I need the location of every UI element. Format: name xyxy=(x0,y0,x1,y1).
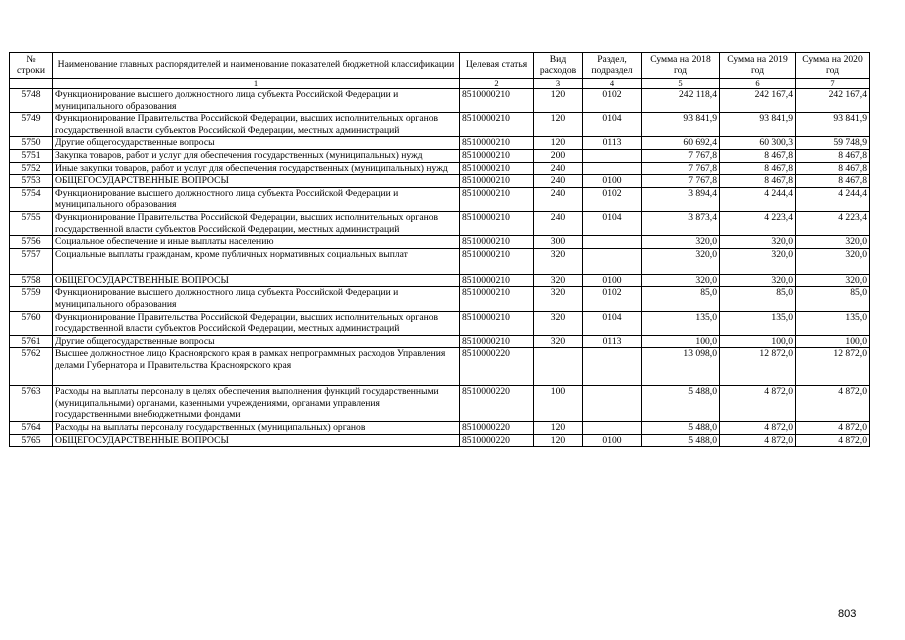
row-sum-2019: 4 872,0 xyxy=(720,422,796,435)
row-section xyxy=(583,162,642,175)
row-section: 0102 xyxy=(583,287,642,311)
row-sum-2019: 4 872,0 xyxy=(720,434,796,447)
row-sum-2020: 135,0 xyxy=(796,311,870,335)
row-sum-2018: 60 692,4 xyxy=(642,137,720,150)
row-expense-type: 300 xyxy=(534,236,583,249)
row-number: 5750 xyxy=(10,137,53,150)
row-target-article: 8510000220 xyxy=(460,422,534,435)
table-header xyxy=(10,53,870,89)
table-row xyxy=(10,137,870,150)
row-sum-2020: 320,0 xyxy=(796,236,870,249)
row-target-article: 8510000220 xyxy=(460,434,534,447)
row-name: Социальное обеспечение и иные выплаты населению xyxy=(53,236,460,249)
row-expense-type: 120 xyxy=(534,422,583,435)
row-sum-2020: 93 841,9 xyxy=(796,113,870,137)
row-number: 5761 xyxy=(10,335,53,348)
table-row xyxy=(10,175,870,188)
row-sum-2018: 320,0 xyxy=(642,236,720,249)
header-col-number: 1 xyxy=(53,79,460,89)
row-target-article: 8510000210 xyxy=(460,236,534,249)
row-expense-type: 240 xyxy=(534,175,583,188)
row-section xyxy=(583,149,642,162)
row-sum-2018: 320,0 xyxy=(642,248,720,274)
row-expense-type: 320 xyxy=(534,274,583,287)
row-number: 5762 xyxy=(10,348,53,386)
row-target-article: 8510000210 xyxy=(460,274,534,287)
row-sum-2020: 12 872,0 xyxy=(796,348,870,386)
row-number: 5755 xyxy=(10,211,53,235)
row-sum-2020: 59 748,9 xyxy=(796,137,870,150)
row-section xyxy=(583,236,642,249)
header-name: Наименование главных распорядителей и наименование показателей бюджетной классификации xyxy=(53,53,460,79)
row-section: 0100 xyxy=(583,274,642,287)
row-section xyxy=(583,348,642,386)
row-expense-type: 120 xyxy=(534,434,583,447)
row-sum-2018: 135,0 xyxy=(642,311,720,335)
row-sum-2020: 242 167,4 xyxy=(796,89,870,113)
row-number: 5759 xyxy=(10,287,53,311)
row-sum-2019: 12 872,0 xyxy=(720,348,796,386)
header-col-number: 2 xyxy=(460,79,534,89)
row-target-article: 8510000210 xyxy=(460,211,534,235)
row-sum-2019: 242 167,4 xyxy=(720,89,796,113)
row-section: 0100 xyxy=(583,434,642,447)
row-target-article: 8510000210 xyxy=(460,311,534,335)
row-number: 5760 xyxy=(10,311,53,335)
row-sum-2020: 4 872,0 xyxy=(796,422,870,435)
row-sum-2018: 7 767,8 xyxy=(642,162,720,175)
row-number: 5752 xyxy=(10,162,53,175)
budget-table xyxy=(9,52,870,447)
row-number: 5765 xyxy=(10,434,53,447)
header-sum-2019: Сумма на 2019 год xyxy=(720,53,796,79)
row-sum-2020: 4 872,0 xyxy=(796,434,870,447)
row-expense-type: 120 xyxy=(534,137,583,150)
row-sum-2019: 8 467,8 xyxy=(720,162,796,175)
row-name: Расходы на выплаты персоналу государственных (муниципальных) органов xyxy=(53,422,460,435)
header-expense-type: Вид расходов xyxy=(534,53,583,79)
row-sum-2018: 93 841,9 xyxy=(642,113,720,137)
row-expense-type: 240 xyxy=(534,211,583,235)
row-name: Другие общегосударственные вопросы xyxy=(53,335,460,348)
header-col-number: 3 xyxy=(534,79,583,89)
header-col-number: 7 xyxy=(796,79,870,89)
row-expense-type: 320 xyxy=(534,287,583,311)
table-row xyxy=(10,162,870,175)
row-sum-2018: 7 767,8 xyxy=(642,149,720,162)
table-body xyxy=(10,89,870,447)
row-name: ОБЩЕГОСУДАРСТВЕННЫЕ ВОПРОСЫ xyxy=(53,175,460,188)
header-col-number xyxy=(10,79,53,89)
row-expense-type xyxy=(534,348,583,386)
row-sum-2020: 4 244,4 xyxy=(796,187,870,211)
table-row xyxy=(10,149,870,162)
row-sum-2018: 5 488,0 xyxy=(642,422,720,435)
row-name: Другие общегосударственные вопросы xyxy=(53,137,460,150)
table-row xyxy=(10,89,870,113)
row-sum-2018: 7 767,8 xyxy=(642,175,720,188)
row-sum-2020: 8 467,8 xyxy=(796,149,870,162)
row-sum-2020: 8 467,8 xyxy=(796,162,870,175)
row-target-article: 8510000210 xyxy=(460,248,534,274)
row-number: 5754 xyxy=(10,187,53,211)
row-sum-2018: 3 873,4 xyxy=(642,211,720,235)
row-expense-type: 240 xyxy=(534,162,583,175)
row-number: 5763 xyxy=(10,386,53,422)
row-sum-2019: 8 467,8 xyxy=(720,149,796,162)
row-target-article: 8510000210 xyxy=(460,287,534,311)
row-target-article: 8510000220 xyxy=(460,348,534,386)
row-sum-2020: 4 223,4 xyxy=(796,211,870,235)
header-section: Раздел, подраздел xyxy=(583,53,642,79)
table-row xyxy=(10,434,870,447)
row-section: 0113 xyxy=(583,137,642,150)
row-target-article: 8510000220 xyxy=(460,386,534,422)
row-sum-2019: 320,0 xyxy=(720,274,796,287)
row-section: 0104 xyxy=(583,211,642,235)
row-sum-2020: 8 467,8 xyxy=(796,175,870,188)
row-sum-2019: 93 841,9 xyxy=(720,113,796,137)
row-section: 0100 xyxy=(583,175,642,188)
row-name: Функционирование высшего должностного лица субъекта Российской Федерации и муниципального образования xyxy=(53,187,460,211)
row-section xyxy=(583,248,642,274)
row-number: 5749 xyxy=(10,113,53,137)
row-number: 5753 xyxy=(10,175,53,188)
row-name: Функционирование Правительства Российской Федерации, высших исполнительных органов государственной власти субъектов Российской Федерации, местных администраций xyxy=(53,113,460,137)
table-row xyxy=(10,422,870,435)
table-row xyxy=(10,187,870,211)
table-row xyxy=(10,248,870,274)
row-expense-type: 120 xyxy=(534,89,583,113)
row-target-article: 8510000210 xyxy=(460,89,534,113)
row-section: 0104 xyxy=(583,113,642,137)
row-sum-2019: 4 223,4 xyxy=(720,211,796,235)
row-expense-type: 240 xyxy=(534,187,583,211)
table-row xyxy=(10,348,870,386)
row-expense-type: 320 xyxy=(534,335,583,348)
row-sum-2019: 60 300,3 xyxy=(720,137,796,150)
header-row-number: № строки xyxy=(10,53,53,79)
row-sum-2018: 5 488,0 xyxy=(642,386,720,422)
row-sum-2019: 100,0 xyxy=(720,335,796,348)
row-sum-2018: 85,0 xyxy=(642,287,720,311)
header-col-number: 6 xyxy=(720,79,796,89)
row-target-article: 8510000210 xyxy=(460,162,534,175)
row-target-article: 8510000210 xyxy=(460,335,534,348)
row-name: Закупка товаров, работ и услуг для обеспечения государственных (муниципальных) нужд xyxy=(53,149,460,162)
table-row xyxy=(10,386,870,422)
header-col-number: 4 xyxy=(583,79,642,89)
row-expense-type: 320 xyxy=(534,248,583,274)
row-section xyxy=(583,386,642,422)
row-expense-type: 120 xyxy=(534,113,583,137)
row-name: Иные закупки товаров, работ и услуг для обеспечения государственных (муниципальных) нужд xyxy=(53,162,460,175)
row-sum-2018: 3 894,4 xyxy=(642,187,720,211)
row-sum-2018: 13 098,0 xyxy=(642,348,720,386)
row-name: Функционирование высшего должностного лица субъекта Российской Федерации и муниципального образования xyxy=(53,89,460,113)
row-sum-2020: 85,0 xyxy=(796,287,870,311)
row-expense-type: 100 xyxy=(534,386,583,422)
header-col-number: 5 xyxy=(642,79,720,89)
row-name: Функционирование высшего должностного лица субъекта Российской Федерации и муниципального образования xyxy=(53,287,460,311)
header-sum-2018: Сумма на 2018 год xyxy=(642,53,720,79)
row-number: 5764 xyxy=(10,422,53,435)
row-sum-2020: 4 872,0 xyxy=(796,386,870,422)
table-row xyxy=(10,211,870,235)
row-name: Функционирование Правительства Российской Федерации, высших исполнительных органов государственной власти субъектов Российской Федерации, местных администраций xyxy=(53,311,460,335)
table-row xyxy=(10,274,870,287)
row-sum-2018: 320,0 xyxy=(642,274,720,287)
row-expense-type: 320 xyxy=(534,311,583,335)
table-row xyxy=(10,311,870,335)
header-sum-2020: Сумма на 2020 год xyxy=(796,53,870,79)
table-row xyxy=(10,113,870,137)
row-target-article: 8510000210 xyxy=(460,137,534,150)
row-sum-2019: 85,0 xyxy=(720,287,796,311)
row-number: 5756 xyxy=(10,236,53,249)
row-section: 0102 xyxy=(583,187,642,211)
row-sum-2019: 320,0 xyxy=(720,236,796,249)
row-sum-2020: 320,0 xyxy=(796,248,870,274)
row-target-article: 8510000210 xyxy=(460,187,534,211)
row-section xyxy=(583,422,642,435)
row-sum-2019: 4 872,0 xyxy=(720,386,796,422)
table-row xyxy=(10,236,870,249)
row-sum-2019: 4 244,4 xyxy=(720,187,796,211)
row-sum-2018: 242 118,4 xyxy=(642,89,720,113)
row-name: Высшее должностное лицо Красноярского края в рамках непрограммных расходов Управления делами Губернатора и Правительства Красноярского края xyxy=(53,348,460,386)
row-sum-2020: 320,0 xyxy=(796,274,870,287)
row-section: 0102 xyxy=(583,89,642,113)
row-name: Функционирование Правительства Российской Федерации, высших исполнительных органов государственной власти субъектов Российской Федерации, местных администраций xyxy=(53,211,460,235)
row-number: 5751 xyxy=(10,149,53,162)
page-number: 803 xyxy=(838,608,857,620)
row-number: 5748 xyxy=(10,89,53,113)
row-target-article: 8510000210 xyxy=(460,113,534,137)
row-sum-2019: 320,0 xyxy=(720,248,796,274)
row-number: 5758 xyxy=(10,274,53,287)
row-section: 0113 xyxy=(583,335,642,348)
table-row xyxy=(10,335,870,348)
row-name: Социальные выплаты гражданам, кроме публичных нормативных социальных выплат xyxy=(53,248,460,274)
row-sum-2020: 100,0 xyxy=(796,335,870,348)
row-name: ОБЩЕГОСУДАРСТВЕННЫЕ ВОПРОСЫ xyxy=(53,434,460,447)
row-expense-type: 200 xyxy=(534,149,583,162)
row-sum-2018: 100,0 xyxy=(642,335,720,348)
row-name: ОБЩЕГОСУДАРСТВЕННЫЕ ВОПРОСЫ xyxy=(53,274,460,287)
row-sum-2019: 8 467,8 xyxy=(720,175,796,188)
row-sum-2018: 5 488,0 xyxy=(642,434,720,447)
header-target-article: Целевая статья xyxy=(460,53,534,79)
row-target-article: 8510000210 xyxy=(460,149,534,162)
row-target-article: 8510000210 xyxy=(460,175,534,188)
table-row xyxy=(10,287,870,311)
row-number: 5757 xyxy=(10,248,53,274)
row-section: 0104 xyxy=(583,311,642,335)
row-name: Расходы на выплаты персоналу в целях обеспечения выполнения функций государственными (муниципальными) органами, казенными учреждениями, органами управления государственными внебюджетными фондами xyxy=(53,386,460,422)
row-sum-2019: 135,0 xyxy=(720,311,796,335)
